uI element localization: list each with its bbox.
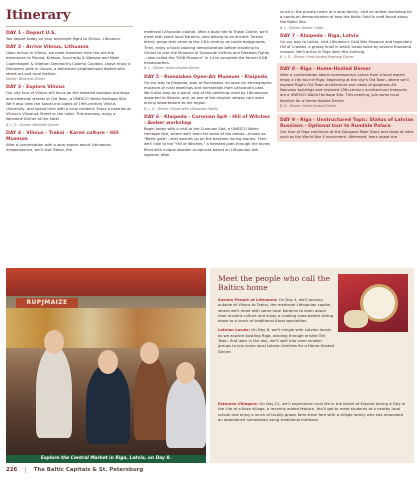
sidebar-paragraph	[218, 297, 336, 323]
traveler-head	[140, 342, 159, 364]
day-1-body: You depart today on your overnight flight to Vilnius, Lithuania.	[6, 37, 121, 41]
traveler-figure	[86, 364, 130, 444]
traveler-head	[44, 330, 64, 354]
day-8-heading: DAY 8 - Riga - Home-Hosted Dinner	[280, 66, 371, 72]
day-4-heading: DAY 4 - Vilnius - Trakai - Karmi culture - Hill Museum	[6, 130, 119, 142]
book-title: The Baltic Capitals & St. Petersburg	[33, 467, 144, 473]
day-6-meals: B, L - Dinner: Amber Crafts	[280, 25, 324, 30]
footer-divider	[25, 467, 26, 473]
day-2-meals: Dinner: Welcome Dinner	[6, 77, 46, 82]
itinerary-column-2	[144, 30, 272, 158]
page-number: 226	[6, 467, 18, 473]
page-footer	[6, 465, 414, 475]
day-5-heading: DAY 5 - Rumsiskes Open-Air Museum - Klaipeda	[144, 74, 268, 80]
traveler-head	[98, 350, 118, 374]
day-6-heading: DAY 6 - Klaipeda - Curonian Spit - Hill of Witches - Amber workshop	[144, 114, 270, 126]
day-2-heading: DAY 2 - Arrive Vilnius, Lithuania	[6, 45, 89, 51]
sidebar-text	[218, 274, 336, 358]
title-divider	[6, 26, 133, 27]
sidebar-paragraph	[218, 401, 408, 422]
day-4-meals: B, L - Dinner: Home-Hosted Dinner	[144, 66, 200, 71]
day-4-continued: medieval Lithuanian capital. After a boat ride to Trakai Castle, we'll meet with some local Karaims, who belong to an ancient Turkish ethnic group that came to the 14th century as castle bodyguards. Then, enjoy a Karai cooking demonstration before traveling to Vilnius to visit the Museum of Genocide Victims and Freedom Fights—also called the "KGB Museum" in 14 to complete the former KGB headquarters.	[144, 30, 270, 66]
traveler-figure	[134, 356, 168, 440]
sidebar-paragraph-lead: Estonian Villagers:	[218, 401, 259, 406]
day-2-body: Upon arrival in Vilnius, we meet travelers from the pre-trip extensions to Poland, Krakow, Auschwitz & Warsaw and New! Copenhagen & Odense: Denmark's Colorful Capitals. Leave enjoy a Discovery walk in Uzupis, a bohemian neighborhood dotted with street art and local fashion.	[6, 51, 131, 77]
itinerary-section	[6, 8, 414, 270]
day-3-meals: B, L, D - Dinner: Welcome Dinner	[6, 122, 59, 127]
day-6-body: Begin today with a visit to the Curonian Spit, a UNESCO World Heritage Site, where we'll learn for some of the amber—known as "Baltic gold"—that washes up on the beaches during storms. Then we'll hike to the "Hill of Witches," a forested path through the dunes filled with unique wooden sculptures based on Lithuanian folk legends. After	[144, 126, 270, 157]
day-5-meals: B, L, D - Dinner: Dinner with Lithuanian Family	[144, 106, 219, 111]
sidebar-paragraph-text: On Day 12, we'll experience rural life in the island of Estonia during A Day in the Life of a Kose village, a recently added feature. You'll get to meet students at a nearby local school and enjoy a lunch of locally-grown farm-fresh fare with a village family who has renovated an abandoned homestead using traditional methods.	[218, 401, 406, 422]
day-7-meals: B, L, D - Dinner: Hotel-Hosted Regional Dinner	[280, 55, 354, 60]
day-8-meals: B, D - Dinner: Home-Hosted Dinner	[280, 103, 337, 108]
day-9-highlight-box	[277, 114, 417, 142]
market-stall	[6, 308, 206, 348]
itinerary-title: Itinerary	[6, 8, 71, 23]
sidebar-paragraph	[218, 327, 336, 353]
market-sign: RUPJMAIZE	[16, 298, 78, 308]
traveler-head	[176, 362, 195, 384]
itinerary-column-1	[6, 8, 133, 153]
day-6-continued: lunch in the private home of a local family, visit an amber workshop for a hands-on demonstration of how the Baltic Gold is craft found along the Baltic Sea.	[280, 10, 413, 25]
sidebar-paragraph-text: On Day 8, we'll mingle with Latvian locals as we explore bustling Riga, winding through ornate Old Town. And later in the day, we'll split into even smaller groups to join some local Latvian families for a Home-Hosted Dinner.	[218, 327, 335, 354]
sidebar-paragraph-lead: Latvian Locals:	[218, 327, 251, 333]
yarn-bundle	[344, 310, 368, 328]
day-9-body: Our tour of Riga continues at the Daugava Moor Story and stops at sites such as the World War II monument. Afterward, learn about the	[280, 130, 414, 140]
day-3-body: Our city tour of Vilnius will focus on the restored baroque buildings and medieval streets of Old Town, a UNESCO World Heritage Site. We'll also view the Soviet-era sights of 19th-century Vilnius University, and spend time with a local resident. Enjoy a pastries at Vilnius's Vilniausk Street or the hotel. This evening, enjoy a Welcome Dinner at the hotel.	[6, 91, 131, 122]
people-sidebar	[210, 268, 414, 463]
day-4-body: After a conversation with a local expert about Lithuanian independence, we'll visit Trakai, the	[6, 142, 112, 153]
day-9-heading: DAY 9 - Riga - Unstructured Topic: Status of Latvian Russians - Optional tour to Rundale Palace	[280, 118, 414, 130]
day-7-heading: DAY 7 - Klaipeda - Riga, Latvia	[280, 33, 359, 39]
sidebar-paragraph-lead: Karaim People of Lithuania:	[218, 297, 278, 302]
sidebar-paragraph-text: On Day 4, we'll journey outside of Vilnius to Trakai, the medieval Lithuanian capital, where we'll meet with some local Karaims to learn about their ancient culture and enjoy a cooking class before sitting down to a lunch of traditional Karai specialties.	[218, 297, 334, 324]
day-5-body: On our way to Klaipeda, stop at Rumsiskes, an open-air ethnographic museum of rural dwellings and farmsteads from Lithuania's past. We'll also stop by a pond, one of the dwellings used by Lithuanians deported to Siberia, and, as one of the original railway cars used during deportations to the region.	[144, 80, 272, 106]
sidebar-title: Meet the people who call the Baltics home	[218, 274, 331, 292]
day-1-heading: DAY 1 - Depart U.S.	[6, 31, 57, 36]
market-awning	[6, 268, 206, 296]
photo-caption: Explore the Central Market in Riga, Latvia, on Day 8.	[6, 455, 206, 463]
itinerary-column-3	[280, 10, 414, 142]
day-7-body: On our way to Latvia, visit Lithuania's Cold War Museum and legendary Hill of Crosses, a grassy knoll in which locals bond by several thousand crosses. We'll arrive in Riga later this evening.	[280, 39, 412, 55]
market-photo	[6, 268, 206, 455]
day-8-body: After a conversation about contemporary Latvia from a local expert, enjoy a city tour of Riga, beginning at the city's Old Town, where we'll explore Riga's Old Town architecture and views of gorgeous Art Nouveau buildings and restored 13th-century architectural treasures are a UNESCO World Heritage Site. This evening, join some local families for a Home-Hosted Dinner.	[280, 72, 409, 103]
day-8-highlight-box	[277, 63, 417, 112]
traveler-figure	[36, 346, 72, 438]
day-3-heading: DAY 3 - Explore Vilnius	[6, 85, 65, 91]
traveler-figure	[166, 376, 206, 448]
spinning-wheel-photo	[338, 274, 408, 332]
